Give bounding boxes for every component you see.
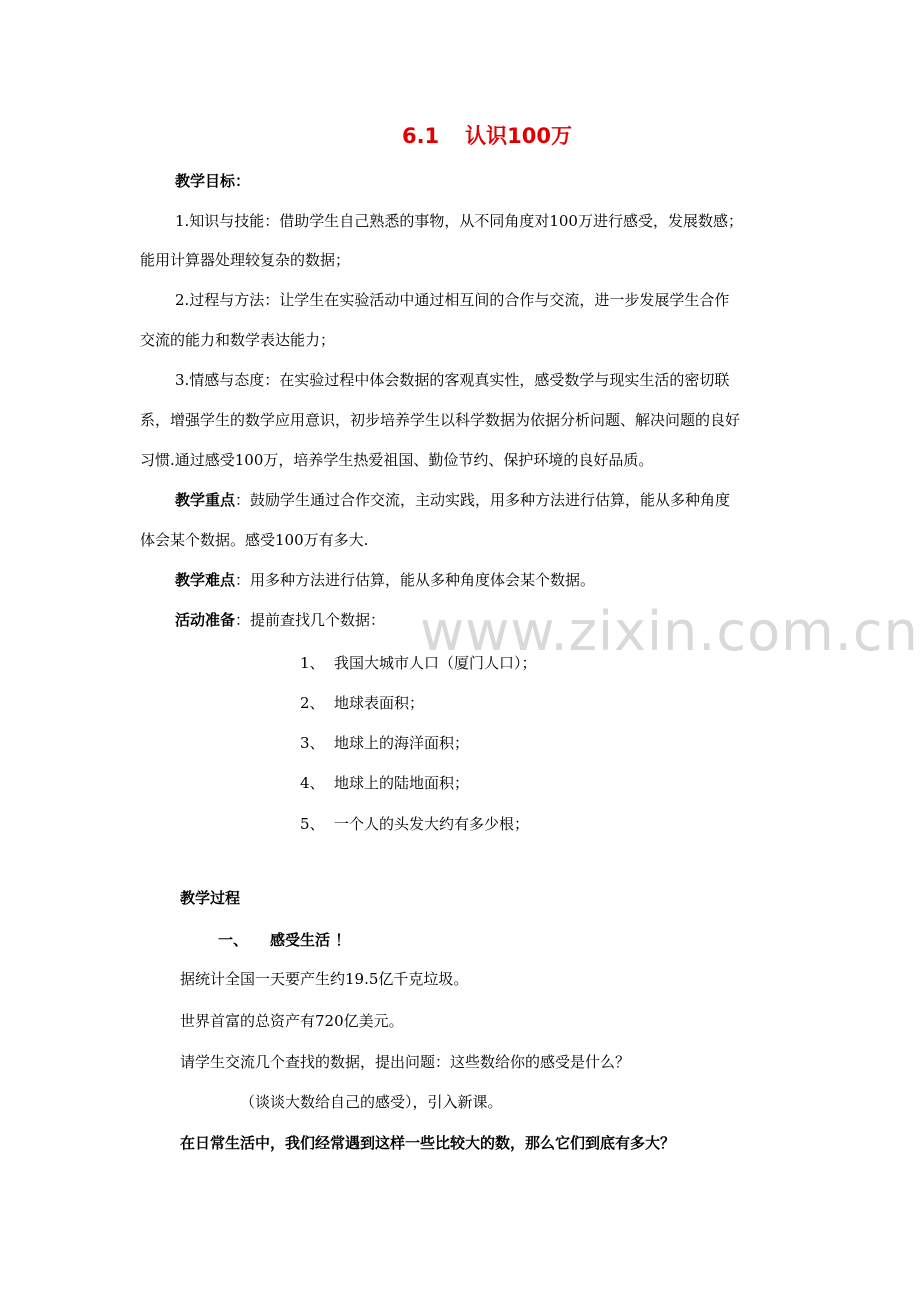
difficulty-line xyxy=(175,569,820,591)
preparation-line xyxy=(175,609,820,631)
title-text: 认识100万 xyxy=(465,124,573,148)
prep-item-text: 地球表面积； xyxy=(334,694,425,712)
prep-item-number: 3、 xyxy=(300,734,325,752)
watermark: www.zixin.com.cn xyxy=(420,600,919,663)
prep-item-number: 1、 xyxy=(300,654,325,672)
prep-item-text: 地球上的海洋面积； xyxy=(334,734,470,752)
goals-heading: 教学目标： xyxy=(175,172,251,190)
focus-line-1 xyxy=(175,489,820,511)
prep-item xyxy=(300,692,920,714)
process-heading: 教学过程 xyxy=(180,889,241,907)
paragraph: 据统计全国一天要产生约19.5亿千克垃圾。 xyxy=(180,970,469,988)
prep-item xyxy=(300,813,920,835)
difficulty-text: ：用多种方法进行估算，能从多种角度体会某个数据。 xyxy=(235,571,596,589)
goal-1-line-1: 1.知识与技能：借助学生自己熟悉的事物，从不同角度对100万进行感受，发展数感； xyxy=(175,212,743,230)
section-heading xyxy=(218,929,863,951)
goal-2-line-1: 2.过程与方法：让学生在实验活动中通过相互间的合作与交流，进一步发展学生合作 xyxy=(175,291,730,309)
goal-3-line-3: 习惯.通过感受100万，培养学生热爱祖国、勤俭节约、保护环境的良好品质。 xyxy=(140,451,654,469)
goal-2-line-2: 交流的能力和数学表达能力； xyxy=(140,331,336,349)
goal-3-line-1: 3.情感与态度：在实验过程中体会数据的客观真实性，感受数学与现实生活的密切联 xyxy=(175,371,730,389)
prep-item xyxy=(300,652,920,674)
section-number: 一、 xyxy=(218,931,249,949)
prep-item-text: 一个人的头发大约有多少根； xyxy=(334,815,530,833)
paragraph-bold: 在日常生活中，我们经常遇到这样一些比较大的数，那么它们到底有多大？ xyxy=(180,1134,676,1152)
focus-text-1: ：鼓励学生通过合作交流，主动实践，用多种方法进行估算，能从多种角度 xyxy=(235,491,731,509)
page-title xyxy=(0,120,920,150)
difficulty-label: 教学难点 xyxy=(175,571,236,589)
preparation-label: 活动准备 xyxy=(175,611,236,629)
goal-3-line-2: 系，增强学生的数学应用意识，初步培养学生以科学数据为依据分析问题、解决问题的良好 xyxy=(140,411,741,429)
prep-item-number: 4、 xyxy=(300,774,325,792)
prep-item-text: 地球上的陆地面积； xyxy=(334,774,470,792)
goal-1-line-2: 能用计算器处理较复杂的数据； xyxy=(140,251,351,269)
focus-line-2: 体会某个数据。感受100万有多大. xyxy=(140,531,369,549)
title-number: 6.1 xyxy=(401,124,440,148)
paragraph: （谈谈大数给自己的感受），引入新课。 xyxy=(240,1093,503,1111)
paragraph: 世界首富的总资产有720亿美元。 xyxy=(180,1012,404,1030)
paragraph: 请学生交流几个查找的数据，提出问题：这些数给你的感受是什么？ xyxy=(180,1053,631,1071)
prep-item-number: 2、 xyxy=(300,694,325,712)
prep-item xyxy=(300,732,920,754)
prep-item xyxy=(300,772,920,794)
preparation-text: ：提前查找几个数据： xyxy=(235,611,386,629)
prep-item-text: 我国大城市人口（厦门人口）； xyxy=(334,654,537,672)
prep-item-number: 5、 xyxy=(300,815,325,833)
focus-label: 教学重点 xyxy=(175,491,236,509)
section-title: 感受生活 ！ xyxy=(270,931,351,949)
